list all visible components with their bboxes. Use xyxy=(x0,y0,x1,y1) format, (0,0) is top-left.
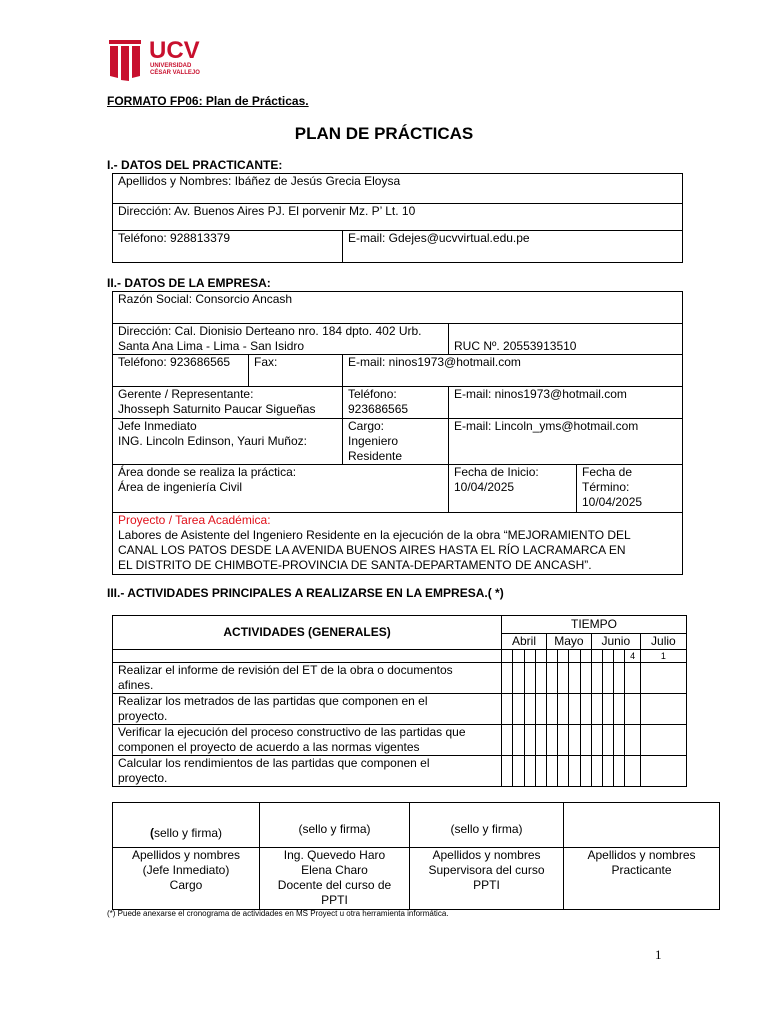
section1-heading: I.- DATOS DEL PRACTICANTE: xyxy=(107,158,283,172)
page-number: 1 xyxy=(655,947,662,962)
proyecto-label: Proyecto / Tarea Académica: xyxy=(118,513,271,527)
week-cell xyxy=(546,756,557,787)
week-cell xyxy=(614,663,625,694)
week-cell xyxy=(535,756,546,787)
fecha-inicio-label: Fecha de Inicio: xyxy=(454,465,539,479)
activity-row xyxy=(113,694,502,725)
signatures-table xyxy=(112,802,720,910)
week-cell xyxy=(625,725,640,756)
activity-line: proyecto. xyxy=(118,771,168,785)
week-cell xyxy=(558,663,569,694)
empresa-ruc: RUC Nº. 20553913510 xyxy=(454,339,577,353)
practicante-telefono: Teléfono: 928813379 xyxy=(113,231,343,263)
activity-line: Calcular los rendimientos de las partidas que componen el xyxy=(118,756,430,770)
sello-docente: (sello y firma) xyxy=(260,803,410,848)
week-cell xyxy=(603,650,614,663)
week-cell xyxy=(603,663,614,694)
week-cell xyxy=(513,663,524,694)
sello-practicante xyxy=(564,803,720,848)
gerente-name: Jhosseph Saturnito Paucar Sigueñas xyxy=(118,402,316,416)
week-cell xyxy=(502,756,513,787)
sello-jefe xyxy=(113,803,260,848)
week-cell xyxy=(614,725,625,756)
activity-line: Realizar el informe de revisión del ET de la obra o documentos xyxy=(118,663,453,677)
week-cell xyxy=(524,663,535,694)
actividades-header xyxy=(113,616,502,650)
fecha-termino-label-1: Fecha de xyxy=(582,465,633,479)
empresa-fax: Fax: xyxy=(249,355,343,387)
week-cell xyxy=(558,756,569,787)
empresa-ruc-cell xyxy=(449,324,683,355)
firma-practicante-line1: Apellidos y nombres xyxy=(587,848,696,862)
month-abril: Abril xyxy=(502,634,547,650)
cargo-cell xyxy=(343,419,449,465)
week-cell xyxy=(524,694,535,725)
week-cell xyxy=(524,756,535,787)
activity-line: componen el proyecto de acuerdo a las normas vigentes xyxy=(118,740,420,754)
week-cell xyxy=(580,650,591,663)
activity-line: Realizar los metrados de las partidas que componen en el xyxy=(118,694,428,708)
section2-heading: II.- DATOS DE LA EMPRESA: xyxy=(107,276,271,290)
empresa-direccion xyxy=(113,324,449,355)
week-cell xyxy=(535,663,546,694)
week-cell xyxy=(591,650,602,663)
week-cell xyxy=(614,694,625,725)
empresa-direccion-line2: Santa Ana Lima - Lima - San Isidro xyxy=(118,339,305,353)
jefe-email: E-mail: Lincoln_yms@hotmail.com xyxy=(449,419,683,465)
firma-supervisora xyxy=(410,848,564,910)
weeks-label-cell xyxy=(113,650,502,663)
area-value: Área de ingeniería Civil xyxy=(118,480,243,494)
week-cell xyxy=(535,725,546,756)
week-cell xyxy=(513,756,524,787)
activity-line: afines. xyxy=(118,678,154,692)
activity-row xyxy=(113,725,502,756)
week-cell xyxy=(502,694,513,725)
practicante-table xyxy=(112,173,683,263)
section3-heading: III.- ACTIVIDADES PRINCIPALES A REALIZARSE EN LA EMPRESA.( *) xyxy=(107,586,504,600)
sello-jefe-paren: ( xyxy=(149,826,154,840)
week-cell xyxy=(591,725,602,756)
week-cell xyxy=(558,650,569,663)
week-cell xyxy=(580,725,591,756)
week-cell xyxy=(640,756,686,787)
jefe-cell xyxy=(113,419,343,465)
gerente-label: Gerente / Representante: xyxy=(118,387,254,401)
proyecto-line1: Labores de Asistente del Ingeniero Residente en la ejecución de la obra “MEJORAMIENTO DEL xyxy=(118,528,631,542)
week-mark-julio: 1 xyxy=(640,650,686,663)
proyecto-line2: CANAL LOS PATOS DESDE LA AVENIDA BUENOS AIRES HASTA EL RÍO LACRAMARCA EN xyxy=(118,543,626,557)
week-cell xyxy=(569,725,580,756)
fecha-inicio-value: 10/04/2025 xyxy=(454,480,515,494)
week-cell xyxy=(524,650,535,663)
week-cell xyxy=(513,650,524,663)
firma-practicante xyxy=(564,848,720,910)
activity-line: Verificar la ejecución del proceso constructivo de las partidas que xyxy=(118,725,466,739)
week-cell xyxy=(614,756,625,787)
activity-row xyxy=(113,663,502,694)
week-cell xyxy=(625,663,640,694)
area-cell xyxy=(113,465,449,513)
gerente-email: E-mail: ninos1973@hotmail.com xyxy=(449,387,683,419)
week-cell xyxy=(614,650,625,663)
firma-supervisora-line3: PPTI xyxy=(473,878,500,892)
area-label: Área donde se realiza la práctica: xyxy=(118,465,297,479)
jefe-name: ING. Lincoln Edinson, Yauri Muñoz: xyxy=(118,434,307,448)
gerente-telefono: 923686565 xyxy=(348,402,409,416)
cargo-line2: Ingeniero xyxy=(348,434,399,448)
logo-ucv-text: UCV xyxy=(149,37,200,64)
week-cell xyxy=(591,756,602,787)
week-cell xyxy=(546,694,557,725)
week-cell xyxy=(569,694,580,725)
firma-practicante-line2: Practicante xyxy=(611,863,672,877)
week-cell xyxy=(524,725,535,756)
gerente-telefono-cell xyxy=(343,387,449,419)
week-cell xyxy=(640,725,686,756)
month-junio: Junio xyxy=(591,634,640,650)
sello-jefe-text: sello y firma) xyxy=(153,826,222,840)
week-cell xyxy=(569,650,580,663)
fecha-inicio-cell xyxy=(449,465,577,513)
actividades-header-text: ACTIVIDADES (GENERALES) xyxy=(223,625,391,639)
week-cell xyxy=(558,694,569,725)
firma-jefe-line1: Apellidos y nombres xyxy=(131,848,241,862)
firma-docente-line4: PPTI xyxy=(321,893,348,907)
empresa-direccion-line1: Dirección: Cal. Dionisio Derteano nro. 184 dpto. 402 Urb. xyxy=(118,324,422,338)
week-cell xyxy=(580,663,591,694)
week-cell xyxy=(502,663,513,694)
fecha-termino-value: 10/04/2025 xyxy=(582,495,643,509)
week-cell xyxy=(591,663,602,694)
logo-sub-2: CÉSAR VALLEJO xyxy=(150,70,200,76)
firma-docente-line2: Elena Charo xyxy=(301,863,368,877)
week-cell xyxy=(625,694,640,725)
week-cell xyxy=(513,725,524,756)
firma-supervisora-line2: Supervisora del curso xyxy=(428,863,545,877)
cargo-label: Cargo: xyxy=(348,419,385,433)
firma-supervisora-line1: Apellidos y nombres xyxy=(432,848,541,862)
practicante-email: E-mail: Gdejes@ucvvirtual.edu.pe xyxy=(343,231,683,263)
practicante-nombres: Apellidos y Nombres: Ibáñez de Jesús Grecia Eloysa xyxy=(113,174,683,204)
week-cell xyxy=(546,725,557,756)
fecha-termino-cell xyxy=(577,465,683,513)
empresa-email: E-mail: ninos1973@hotmail.com xyxy=(343,355,683,387)
fecha-termino-label-2: Término: xyxy=(582,480,630,494)
firma-docente-line3: Docente del curso de xyxy=(277,878,392,892)
practicante-direccion: Dirección: Av. Buenos Aires PJ. El porvenir Mz. P’ Lt. 10 xyxy=(113,204,683,231)
ucv-logo xyxy=(107,38,207,82)
week-cell xyxy=(546,650,557,663)
cargo-line3: Residente xyxy=(348,449,403,463)
week-cell xyxy=(603,694,614,725)
week-cell xyxy=(580,756,591,787)
jefe-label: Jefe Inmediato xyxy=(118,419,197,433)
razon-social: Razón Social: Consorcio Ancash xyxy=(113,292,683,324)
week-cell xyxy=(640,663,686,694)
logo-sub-1: UNIVERSIDAD xyxy=(150,63,192,69)
week-cell xyxy=(535,650,546,663)
week-cell xyxy=(625,756,640,787)
firma-jefe-line3: Cargo xyxy=(169,878,203,892)
week-cell xyxy=(502,650,513,663)
tiempo-header: TIEMPO xyxy=(502,616,687,634)
activities-table xyxy=(112,615,687,787)
week-cell xyxy=(603,756,614,787)
empresa-table xyxy=(112,291,683,575)
footnote: (*) Puede anexarse el cronograma de actividades en MS Proyect u otra herramienta informática. xyxy=(107,909,449,918)
week-cell xyxy=(640,694,686,725)
proyecto-line3: EL DISTRITO DE CHIMBOTE-PROVINCIA DE SANTA-DEPARTAMENTO DE ANCASH”. xyxy=(118,558,592,572)
week-mark-junio: 4 xyxy=(625,650,640,663)
month-mayo: Mayo xyxy=(546,634,591,650)
month-julio: Julio xyxy=(640,634,686,650)
week-cell xyxy=(502,725,513,756)
firma-jefe-line2: (Jefe Inmediato) xyxy=(142,863,230,877)
format-title: FORMATO FP06: Plan de Prácticas. xyxy=(107,94,309,108)
firma-docente xyxy=(260,848,410,910)
week-cell xyxy=(535,694,546,725)
activity-line: proyecto. xyxy=(118,709,168,723)
gerente-telefono-label: Teléfono: xyxy=(348,387,397,401)
firma-docente-line1: Ing. Quevedo Haro xyxy=(283,848,386,862)
week-cell xyxy=(569,756,580,787)
sello-supervisora: (sello y firma) xyxy=(410,803,564,848)
gerente-cell xyxy=(113,387,343,419)
empresa-telefono: Teléfono: 923686565 xyxy=(113,355,249,387)
week-cell xyxy=(569,663,580,694)
document-title: PLAN DE PRÁCTICAS xyxy=(294,124,474,143)
proyecto-cell xyxy=(113,513,683,575)
week-cell xyxy=(513,694,524,725)
week-cell xyxy=(580,694,591,725)
week-cell xyxy=(558,725,569,756)
week-cell xyxy=(546,663,557,694)
week-cell xyxy=(603,725,614,756)
activity-row xyxy=(113,756,502,787)
firma-jefe xyxy=(113,848,260,910)
week-cell xyxy=(591,694,602,725)
ucv-shield-icon xyxy=(107,38,143,82)
